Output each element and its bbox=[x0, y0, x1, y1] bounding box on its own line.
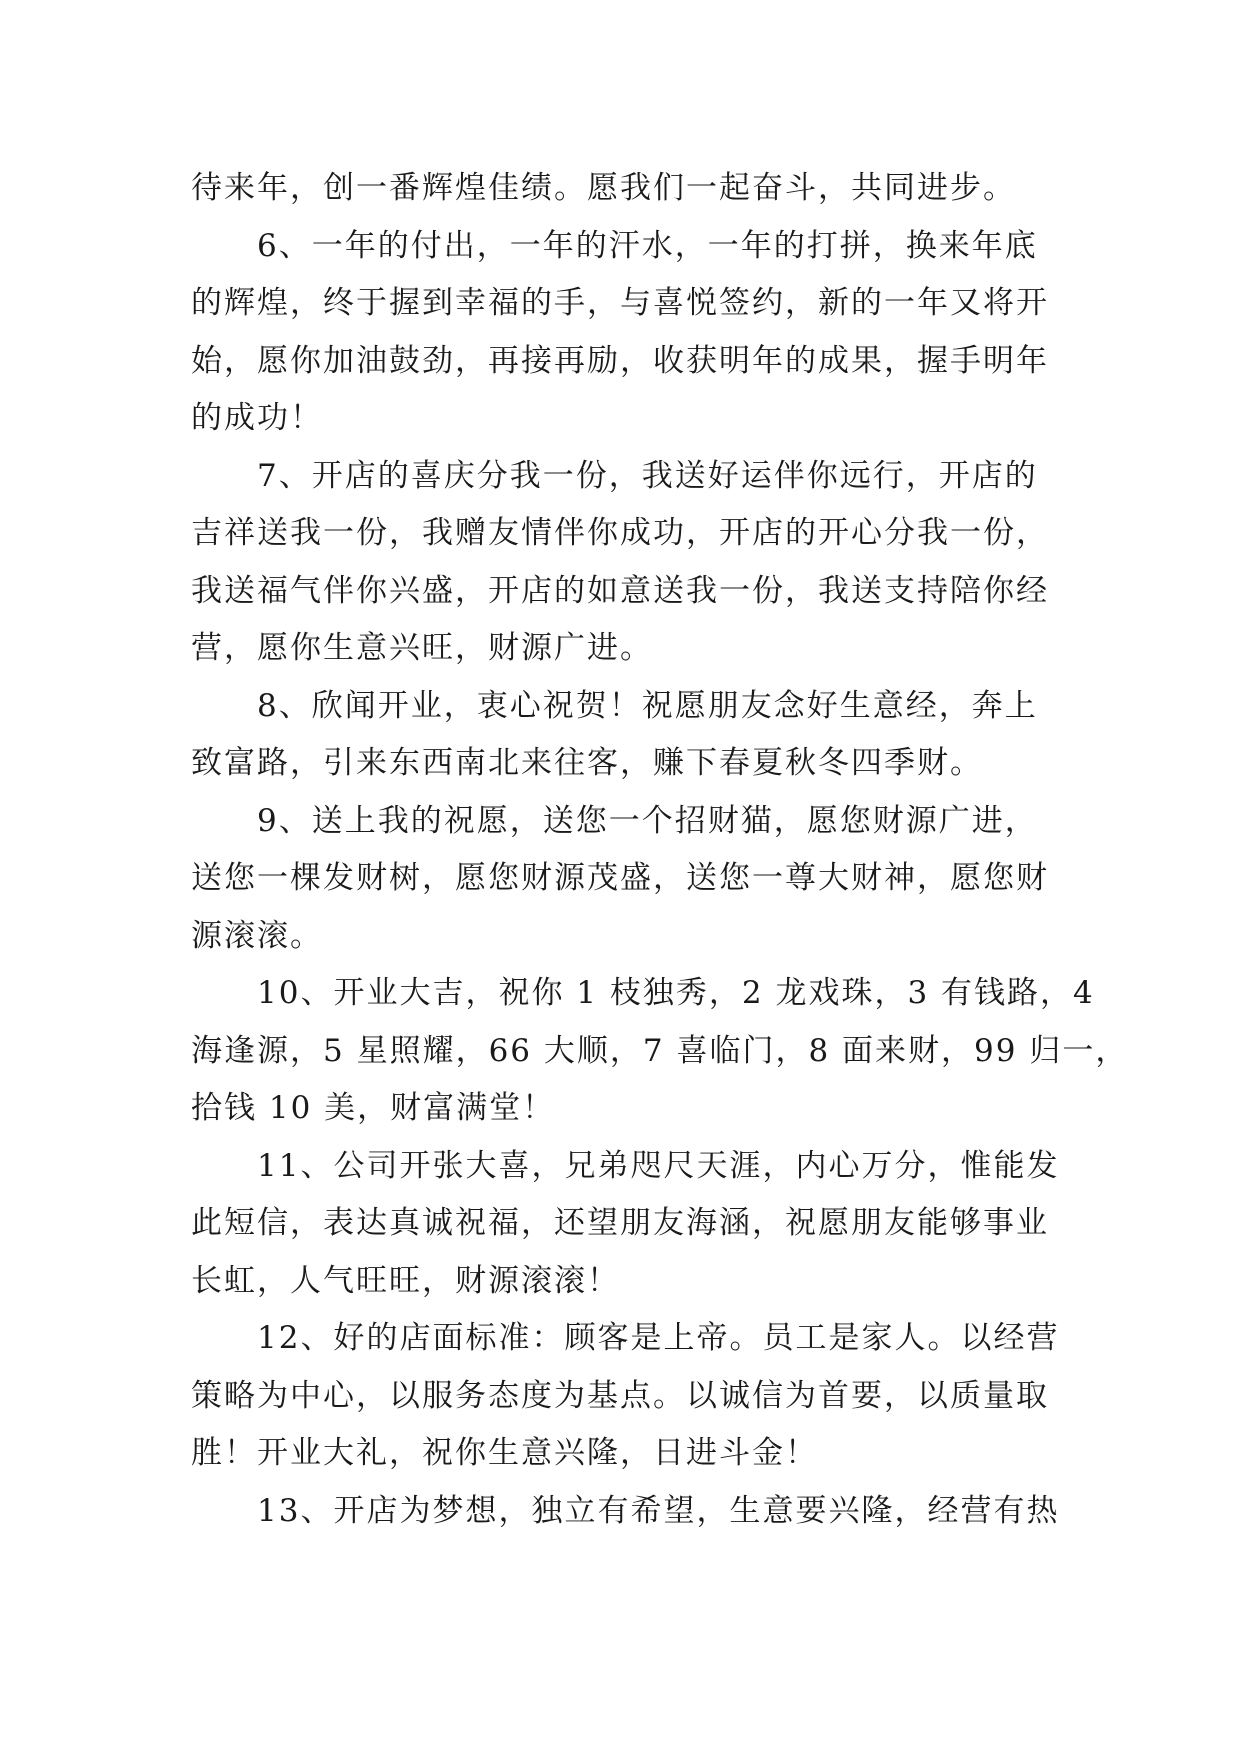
text-line: 的辉煌，终于握到幸福的手，与喜悦签约，新的一年又将开 bbox=[191, 285, 1049, 321]
text-line: 拾钱 10 美，财富满堂！ bbox=[191, 1090, 556, 1126]
text-line: 营，愿你生意兴旺，财源广进。 bbox=[191, 630, 653, 666]
paragraph-start-line: 10、开业大吉，祝你 1 枝独秀，2 龙戏珠，3 有钱路，4 bbox=[257, 975, 1095, 1011]
paragraph-start-line: 11、公司开张大喜，兄弟咫尺天涯，内心万分，惟能发 bbox=[257, 1147, 1060, 1184]
text-line: 胜！开业大礼，祝你生意兴隆，日进斗金！ bbox=[191, 1435, 818, 1471]
body-text bbox=[191, 160, 1129, 1540]
paragraph-start-line: 8、欣闻开业，衷心祝贺！祝愿朋友念好生意经，奔上 bbox=[257, 687, 1038, 724]
text-line: 此短信，表达真诚祝福，还望朋友海涵，祝愿朋友能够事业 bbox=[191, 1205, 1049, 1241]
paragraph-start-line: 7、开店的喜庆分我一份，我送好运伴你远行，开店的 bbox=[257, 457, 1038, 494]
text-line: 策略为中心，以服务态度为基点。以诚信为首要，以质量取 bbox=[191, 1377, 1049, 1414]
text-line: 致富路，引来东西南北来往客，赚下春夏秋冬四季财。 bbox=[191, 745, 983, 781]
text-line: 我送福气伴你兴盛，开店的如意送我一份，我送支持陪你经 bbox=[191, 572, 1049, 609]
text-line: 海逢源，5 星照耀，66 大顺，7 喜临门，8 面来财，99 归一， bbox=[191, 1032, 1129, 1069]
text-line: 的成功！ bbox=[191, 400, 323, 436]
text-line: 待来年，创一番辉煌佳绩。愿我们一起奋斗，共同进步。 bbox=[191, 170, 1016, 206]
text-line: 送您一棵发财树，愿您财源茂盛，送您一尊大财神，愿您财 bbox=[191, 860, 1049, 896]
text-line: 源滚滚。 bbox=[191, 917, 323, 954]
paragraph-start-line: 13、开店为梦想，独立有希望，生意要兴隆，经营有热 bbox=[257, 1492, 1060, 1529]
text-line: 始，愿你加油鼓劲，再接再励，收获明年的成果，握手明年 bbox=[191, 342, 1049, 379]
paragraph-start-line: 12、好的店面标准：顾客是上帝。员工是家人。以经营 bbox=[257, 1320, 1060, 1356]
text-line: 长虹，人气旺旺，财源滚滚！ bbox=[191, 1262, 620, 1299]
paragraph-start-line: 6、一年的付出，一年的汗水，一年的打拼，换来年底 bbox=[257, 227, 1038, 264]
text-line: 吉祥送我一份，我赠友情伴你成功，开店的开心分我一份， bbox=[191, 515, 1049, 551]
paragraph-start-line: 9、送上我的祝愿，送您一个招财猫，愿您财源广进， bbox=[257, 802, 1038, 839]
